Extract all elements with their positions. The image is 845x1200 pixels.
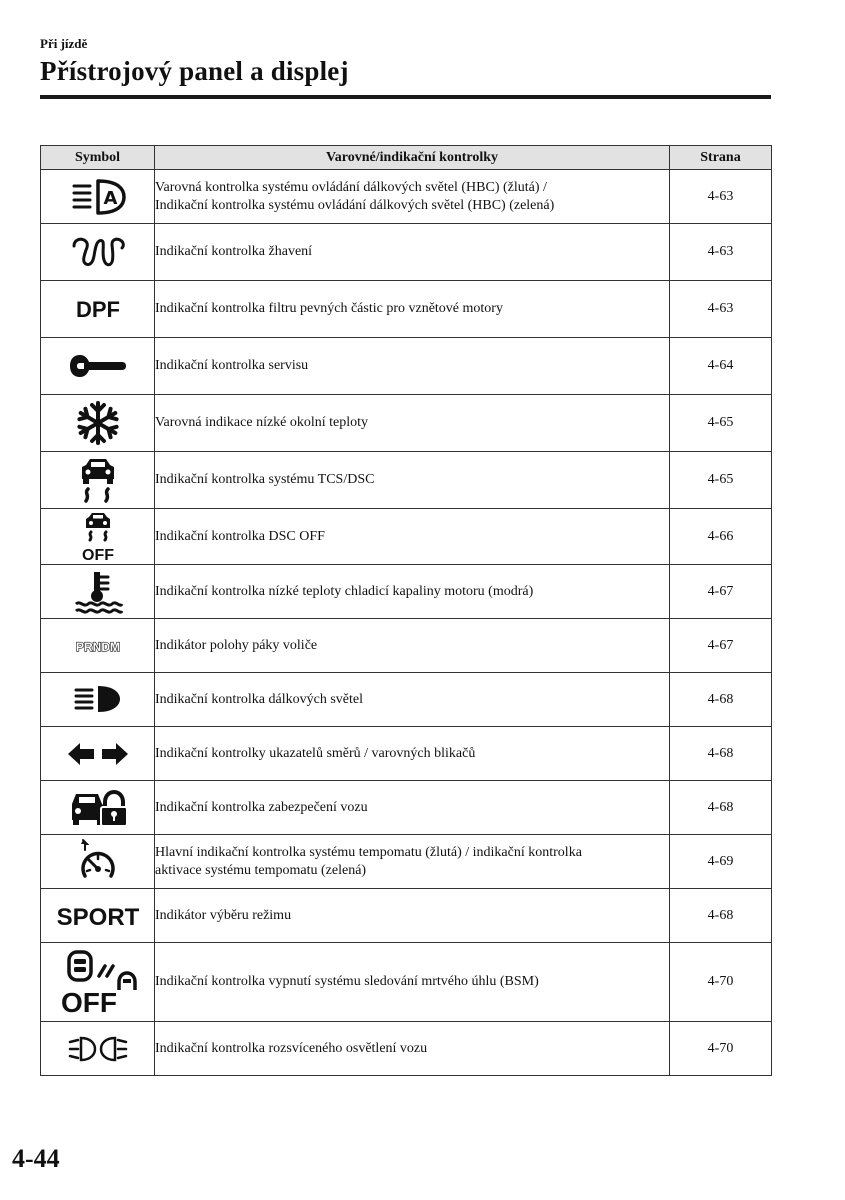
description-cell bbox=[155, 1022, 670, 1076]
description-cell bbox=[155, 889, 670, 943]
svg-text:A: A bbox=[103, 187, 117, 209]
table-row bbox=[41, 338, 772, 395]
page-title: Přístrojový panel a displej bbox=[40, 56, 349, 86]
description-cell bbox=[155, 395, 670, 452]
skidding-car-icon bbox=[74, 455, 122, 505]
table-row bbox=[41, 673, 772, 727]
table-row bbox=[41, 943, 772, 1022]
page-reference: 4-68 bbox=[670, 673, 772, 727]
sport-mode-icon-text: SPORT bbox=[56, 903, 139, 931]
bsm-off-icon-text: OFF bbox=[60, 987, 117, 1016]
coolant-temperature-icon bbox=[72, 570, 124, 614]
table-row bbox=[41, 452, 772, 509]
description-cell bbox=[155, 673, 670, 727]
description-cell bbox=[155, 224, 670, 281]
table-row bbox=[41, 781, 772, 835]
gear-position-icon-text: PRNDM bbox=[75, 639, 120, 654]
page-reference: 4-70 bbox=[670, 1022, 772, 1076]
description-line: Indikační kontrolka dálkových světel bbox=[155, 691, 363, 707]
symbol-cell bbox=[41, 673, 155, 727]
symbol-cell bbox=[41, 943, 155, 1022]
page-reference: 4-64 bbox=[670, 338, 772, 395]
description-cell bbox=[155, 619, 670, 673]
symbol-cell bbox=[41, 619, 155, 673]
table-row bbox=[41, 835, 772, 889]
column-header-page: Strana bbox=[670, 146, 772, 170]
symbol-cell bbox=[41, 170, 155, 224]
description-line: Indikační kontrolka servisu bbox=[155, 358, 309, 373]
parking-lights-icon bbox=[67, 1034, 129, 1064]
page-reference: 4-63 bbox=[670, 281, 772, 338]
description-cell bbox=[155, 170, 670, 224]
description-line: Indikační kontrolka DSC OFF bbox=[155, 528, 325, 544]
description-line: Hlavní indikační kontrolka systému tempomatu (žlutá) / indikační kontrolka bbox=[155, 844, 582, 860]
description-cell bbox=[155, 781, 670, 835]
description-line: Indikační kontrolka nízké teploty chladicí kapaliny motoru (modrá) bbox=[155, 583, 534, 599]
symbol-cell bbox=[41, 565, 155, 619]
wrench-icon bbox=[66, 351, 130, 381]
table-row bbox=[41, 1022, 772, 1076]
description-cell bbox=[155, 281, 670, 338]
dpf-icon-text: DPF bbox=[75, 297, 120, 322]
description-line: Indikační kontrolka žhavení bbox=[155, 244, 313, 259]
description-cell bbox=[155, 727, 670, 781]
table-row bbox=[41, 889, 772, 943]
page-reference: 4-68 bbox=[670, 781, 772, 835]
turn-signal-arrows-icon bbox=[66, 741, 130, 767]
description-line: Indikační kontrolka systému ovládání dálkových světel (HBC) (zelená) bbox=[155, 197, 555, 213]
page-reference: 4-67 bbox=[670, 619, 772, 673]
cruise-control-icon bbox=[73, 838, 123, 886]
symbol-cell bbox=[41, 452, 155, 509]
symbol-cell bbox=[41, 727, 155, 781]
glow-plug-icon bbox=[66, 232, 130, 272]
description-line: Indikátor polohy páky voliče bbox=[155, 637, 318, 653]
table-row bbox=[41, 565, 772, 619]
description-line: Indikační kontrolka systému TCS/DSC bbox=[155, 472, 375, 487]
description-line: Varovná kontrolka systému ovládání dálkových světel (HBC) (žlutá) / bbox=[155, 179, 547, 195]
symbol-cell bbox=[41, 1022, 155, 1076]
dpf-icon bbox=[63, 294, 133, 324]
indicator-table bbox=[40, 145, 772, 1076]
description-line: Indikační kontrolky ukazatelů směrů / varovných blikačů bbox=[155, 745, 476, 761]
description-line: aktivace systému tempomatu (zelená) bbox=[155, 862, 367, 878]
security-lock-car-icon bbox=[68, 788, 128, 828]
page-reference: 4-63 bbox=[670, 170, 772, 224]
page-reference: 4-63 bbox=[670, 224, 772, 281]
page-reference: 4-67 bbox=[670, 565, 772, 619]
symbol-cell bbox=[41, 835, 155, 889]
description-line: Indikační kontrolka vypnutí systému sledování mrtvého úhlu (BSM) bbox=[155, 974, 539, 989]
page-reference: 4-68 bbox=[670, 727, 772, 781]
description-cell bbox=[155, 452, 670, 509]
description-cell bbox=[155, 835, 670, 889]
gear-position-icon bbox=[68, 636, 128, 656]
table-header-row bbox=[41, 146, 772, 170]
description-cell bbox=[155, 338, 670, 395]
section-label: Při jízdě bbox=[40, 36, 88, 51]
description-line: Indikační kontrolka filtru pevných částic pro vznětové motory bbox=[155, 301, 503, 316]
page-reference: 4-66 bbox=[670, 509, 772, 565]
table-row bbox=[41, 224, 772, 281]
table-row bbox=[41, 170, 772, 224]
page-reference: 4-69 bbox=[670, 835, 772, 889]
table-row bbox=[41, 619, 772, 673]
page-reference: 4-70 bbox=[670, 943, 772, 1022]
table-row bbox=[41, 509, 772, 565]
sport-mode-icon bbox=[56, 900, 140, 932]
page-number: 4-44 bbox=[12, 1144, 60, 1173]
symbol-cell bbox=[41, 889, 155, 943]
description-cell bbox=[155, 509, 670, 565]
table-row bbox=[41, 727, 772, 781]
dsc-off-icon bbox=[72, 511, 124, 563]
title-rule bbox=[40, 95, 771, 99]
symbol-cell bbox=[41, 338, 155, 395]
dsc-off-icon-text: OFF bbox=[81, 546, 114, 563]
snowflake-icon bbox=[74, 399, 122, 447]
bsm-off-icon bbox=[55, 948, 141, 1016]
auto-high-beam-icon bbox=[66, 175, 130, 219]
symbol-cell bbox=[41, 509, 155, 565]
symbol-cell bbox=[41, 281, 155, 338]
symbol-cell bbox=[41, 781, 155, 835]
description-cell bbox=[155, 943, 670, 1022]
symbol-cell bbox=[41, 224, 155, 281]
page-reference: 4-68 bbox=[670, 889, 772, 943]
description-line: Varovná indikace nízké okolní teploty bbox=[155, 415, 369, 430]
page-reference: 4-65 bbox=[670, 452, 772, 509]
high-beam-icon bbox=[70, 683, 126, 717]
column-header-description: Varovné/indikační kontrolky bbox=[155, 146, 670, 170]
symbol-cell bbox=[41, 395, 155, 452]
description-cell bbox=[155, 565, 670, 619]
description-line: Indikátor výběru režimu bbox=[155, 907, 292, 923]
table-row bbox=[41, 395, 772, 452]
description-line: Indikační kontrolka zabezpečení vozu bbox=[155, 799, 368, 815]
description-line: Indikační kontrolka rozsvíceného osvětlení vozu bbox=[155, 1040, 428, 1056]
column-header-symbol: Symbol bbox=[41, 146, 155, 170]
page-reference: 4-65 bbox=[670, 395, 772, 452]
table-row bbox=[41, 281, 772, 338]
